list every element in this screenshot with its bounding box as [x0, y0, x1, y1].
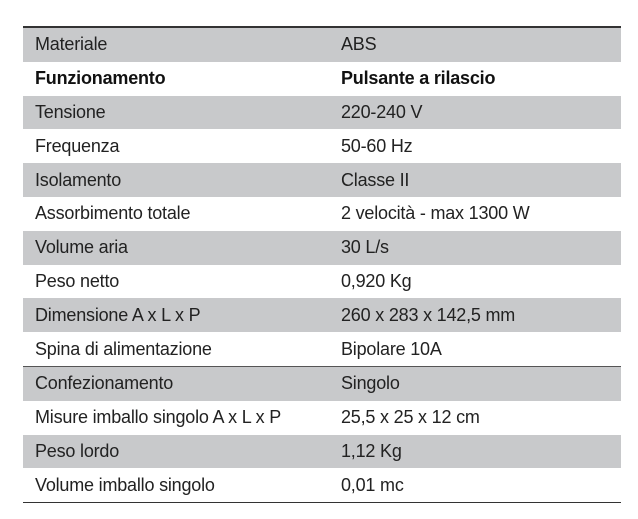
table-row	[23, 401, 621, 435]
spec-value: 0,01 mc	[341, 474, 404, 495]
spec-label: Spina di alimentazione	[35, 338, 212, 359]
spec-value: 30 L/s	[332, 231, 621, 265]
table-row	[23, 129, 621, 163]
spec-value: Pulsante a rilascio	[341, 68, 496, 89]
table-row	[23, 265, 621, 299]
spec-value: 0,920 Kg	[341, 270, 412, 291]
table-row	[23, 366, 621, 400]
spec-label: Volume imballo singolo	[35, 474, 215, 495]
spec-label: Tensione	[23, 96, 332, 130]
spec-value: Classe II	[332, 163, 621, 197]
spec-value: 1,12 Kg	[332, 435, 621, 469]
spec-value: 220-240 V	[332, 96, 621, 130]
spec-label: Volume aria	[23, 231, 332, 265]
table-row	[23, 435, 621, 469]
spec-value: 50-60 Hz	[341, 135, 413, 156]
table-row	[23, 27, 621, 62]
spec-label: Dimensione A x L x P	[23, 298, 332, 332]
spec-label: Assorbimento totale	[35, 203, 191, 224]
spec-label: Confezionamento	[23, 366, 332, 400]
spec-value: 25,5 x 25 x 12 cm	[341, 407, 480, 428]
table-row	[23, 96, 621, 130]
table-row	[23, 468, 621, 502]
table-row	[23, 298, 621, 332]
spec-label: Peso netto	[35, 270, 120, 291]
spec-value: Singolo	[332, 366, 621, 400]
spec-table	[23, 26, 621, 503]
table-row	[23, 163, 621, 197]
spec-label: Materiale	[23, 27, 332, 62]
table-row	[23, 332, 621, 366]
spec-label: Isolamento	[23, 163, 332, 197]
spec-label: Funzionamento	[35, 68, 166, 89]
table-row	[23, 231, 621, 265]
spec-value: 2 velocità - max 1300 W	[341, 203, 530, 224]
spec-value: 260 x 283 x 142,5 mm	[332, 298, 621, 332]
table-row	[23, 62, 621, 96]
spec-label: Frequenza	[35, 135, 120, 156]
spec-value: ABS	[332, 27, 621, 62]
spec-value: Bipolare 10A	[341, 338, 442, 359]
table-row	[23, 197, 621, 231]
spec-label: Misure imballo singolo A x L x P	[35, 407, 282, 428]
spec-label: Peso lordo	[23, 435, 332, 469]
